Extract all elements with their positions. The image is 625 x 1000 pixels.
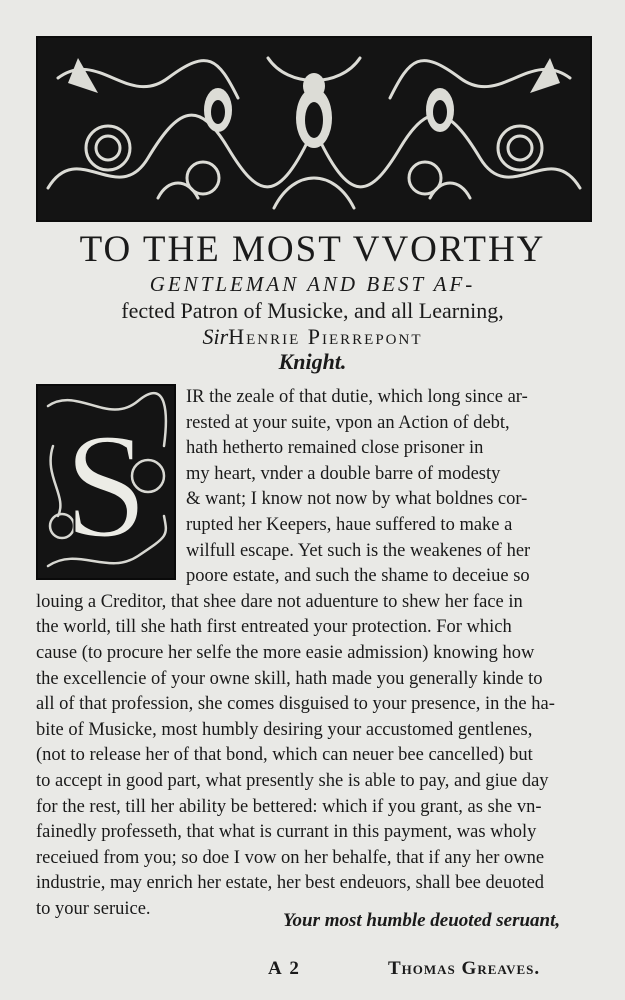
title-name: Henrie Pierrepont xyxy=(228,324,423,349)
body-line: the world, till she hath first entreated your protection. For which xyxy=(36,617,512,638)
author-name: Thomas Greaves. xyxy=(388,958,541,979)
body-line: louing a Creditor, that shee dare not aduenture to shew her face in xyxy=(36,591,523,612)
body-line: & want; I know not now by what boldnes cor- xyxy=(186,489,528,510)
body-line: my heart, vnder a double barre of modesty xyxy=(186,463,501,484)
decorated-initial-s-icon xyxy=(36,384,176,580)
body-line: cause (to procure her selfe the more easie admission) knowing how xyxy=(36,643,535,663)
body-line: poore estate, and such the shame to deceiue so xyxy=(186,566,530,587)
initial-letter: S xyxy=(64,403,148,569)
body-line: IR the zeale of that dutie, which long since ar- xyxy=(186,387,528,407)
body-line: the excellencie of your owne skill, hath made you generally kinde to xyxy=(36,668,543,689)
body-line: rupted her Keepers, haue suffered to make a xyxy=(186,515,513,535)
title-line-4 xyxy=(0,324,625,350)
title-sir: Sir xyxy=(202,324,229,349)
title-main: TO THE MOST VVORTHY xyxy=(79,229,546,270)
body-line: bite of Musicke, most humbly desiring your accustomed gentlenes, xyxy=(36,719,533,740)
body-line: rested at your suite, vpon an Action of debt, xyxy=(186,412,510,433)
body-line: wilfull escape. Yet such is the weakenes of her xyxy=(186,540,531,561)
body-line: fainedly professeth, that what is currant in this payment, was wholy xyxy=(36,822,537,843)
closing-salutation: Your most humble deuoted seruant, xyxy=(283,910,561,931)
body-line: (not to release her of that bond, which can neuer bee cancelled) but xyxy=(36,745,533,766)
woodcut-ornament-icon xyxy=(36,36,592,222)
body-line: hath hetherto remained close prisoner in xyxy=(186,438,484,459)
body-line: receiued from you; so doe I vow on her behalfe, that if any her owne xyxy=(36,847,545,868)
title-sub: GENTLEMAN AND BEST AF- xyxy=(149,272,476,296)
signature-mark: A 2 xyxy=(268,958,301,979)
title-line-3: fected Patron of Musicke, and all Learning, xyxy=(121,298,504,323)
body-line: for the rest, till her ability be bettered: which if you grant, as she vn- xyxy=(36,796,542,817)
body-line: to your seruice. xyxy=(36,899,151,919)
body-line: to accept in good part, what presently she is able to pay, and giue day xyxy=(36,771,549,791)
title-line-5: Knight. xyxy=(278,349,347,374)
body-line: all of that profession, she comes disguised to your presence, in the ha- xyxy=(36,694,555,715)
body-line: industrie, may enrich her estate, her best endeuors, shall bee deuoted xyxy=(36,873,545,894)
